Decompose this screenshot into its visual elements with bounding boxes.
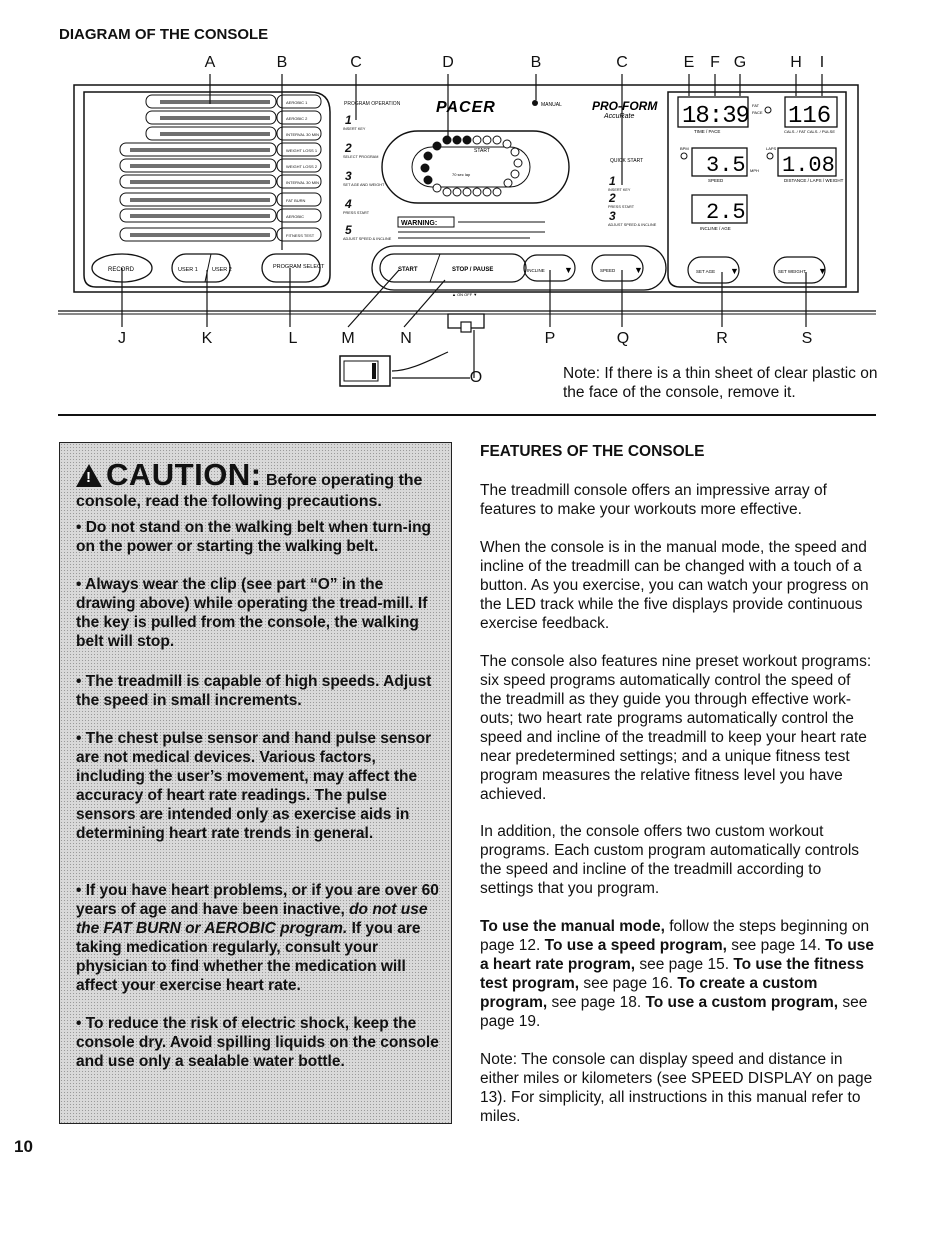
track-lap-label: 70 sec lap: [452, 172, 471, 177]
label-a: A: [204, 54, 216, 71]
start-track-label: START: [474, 148, 490, 154]
pacer-logo: PACER: [436, 99, 496, 116]
section-divider: [58, 414, 876, 416]
time-display: 18:39: [682, 103, 750, 130]
label-g: G: [733, 54, 747, 71]
svg-text:PRESS START: PRESS START: [343, 211, 370, 215]
svg-text:SELECT PROGRAM: SELECT PROGRAM: [343, 155, 379, 159]
caution-word: CAUTION:: [106, 457, 262, 492]
svg-text:SPEED: SPEED: [600, 268, 616, 273]
p5-segment-1: follow the steps beginning on page 12.: [480, 918, 870, 954]
label-i: I: [819, 54, 825, 71]
label-r: R: [716, 330, 728, 347]
svg-text:INCLINE: INCLINE: [527, 268, 545, 273]
label-b: B: [276, 54, 288, 71]
proform-logo: PRO-FORM: [592, 99, 658, 113]
label-f: F: [710, 54, 720, 71]
features-paragraph-6: Note: The console can display speed and distance in either miles or kilometers (see SPEED DISPLAY on page 13). For simplicity, all instructions in this manual refer to miles.: [480, 1051, 873, 1125]
features-paragraph-3: The console also features nine preset workout programs: six speed programs automatically control the speed of the treadmill as they guide you through effective work-outs; two heart rate programs automatically control the speed and incline of the treadmill to keep your heart rate near predetermined settings; and a unique fitness test program measures the relative fitness level you have achieved.: [480, 653, 872, 803]
svg-text:PRESS START: PRESS START: [608, 205, 635, 209]
svg-text:3: 3: [345, 169, 352, 183]
caution-lead: Before operating the: [261, 472, 423, 489]
p5-segment-10: To use a custom program,: [645, 994, 839, 1011]
warning-label: WARNING:: [401, 220, 438, 227]
svg-text:DISTANCE / LAPS / WEIGHT: DISTANCE / LAPS / WEIGHT: [784, 178, 844, 183]
label-h: H: [790, 54, 802, 71]
program-label-5: WEIGHT LOSS 2: [286, 164, 318, 169]
program-label-4: WEIGHT LOSS 1: [286, 148, 318, 153]
svg-text:3: 3: [609, 209, 616, 223]
svg-text:INSERT KEY: INSERT KEY: [608, 188, 631, 192]
svg-text:SPEED: SPEED: [708, 178, 724, 183]
weight-down-icon: ▼: [818, 266, 827, 276]
user1-label: USER 1: [178, 267, 198, 273]
label-c: C: [350, 54, 362, 71]
quick-start-label: QUICK START: [610, 158, 644, 164]
caution-item-1: • Do not stand on the walking belt when turn-ing on the power or starting the walking belt.: [76, 519, 432, 555]
features-paragraph-2: When the console is in the manual mode, the speed and incline of the treadmill can be changed with a touch of a button. As you exercise, you can watch your progress on the LED track while the five displays provide continuous exercise feedback.: [480, 539, 869, 632]
svg-text:2: 2: [345, 141, 352, 155]
p5-segment-3: see page 14.: [726, 937, 826, 954]
distance-display: 1.08: [782, 153, 835, 178]
program-label-1: AEROBIC 1: [286, 100, 308, 105]
speed-down-icon: ▼: [634, 265, 643, 275]
label-n: N: [400, 330, 412, 347]
svg-text:LAPS: LAPS: [766, 146, 777, 151]
svg-text:SET AGE AND WEIGHT: SET AGE AND WEIGHT: [343, 183, 385, 187]
caution-lead-2: console, read the following precautions.: [76, 493, 382, 510]
caution-item-2: • Always wear the clip (see part “O” in the drawing above) while operating the tread-mill. If the key is pulled from the console, the walking belt will stop.: [76, 576, 428, 650]
label-k: K: [201, 330, 213, 347]
svg-text:MPH: MPH: [750, 168, 759, 173]
features-title: FEATURES OF THE CONSOLE: [480, 443, 705, 460]
p5-segment-2: To use a speed program,: [544, 937, 727, 954]
caution-item-5: • If you have heart problems, or if you are over 60 years of age and have been inactive, do not use the FAT BURN or AEROBIC program. If you are taking medication regularly, consult your physician to find whether the medication will affect your exercise heart rate.: [76, 882, 439, 994]
p5-segment-9: see page 18.: [547, 994, 646, 1011]
program-label-9: FITNESS TEST: [286, 233, 315, 238]
p5-segment-11: see page 19.: [480, 994, 868, 1030]
accurate-logo: AccuRate: [604, 113, 635, 120]
svg-text:5: 5: [345, 223, 352, 237]
p5-segment-4: To use a heart rate program,: [480, 937, 875, 973]
svg-text:INCLINE / AGE: INCLINE / AGE: [700, 226, 731, 231]
program-select-label: PROGRAM SELECT: [273, 264, 325, 270]
p5-segment-5: see page 15.: [635, 956, 734, 973]
svg-text:SET AGE: SET AGE: [696, 269, 716, 274]
diagram-title: DIAGRAM OF THE CONSOLE: [59, 26, 269, 43]
program-label-3: INTERVAL 30 MIN: [286, 132, 320, 137]
caution-heading: [76, 457, 441, 511]
cals-display: 116: [788, 103, 832, 130]
svg-text:1: 1: [345, 113, 352, 127]
caution-item-6: • To reduce the risk of electric shock, keep the console dry. Avoid spilling liquids on the console and use only a sealable water bottle.: [76, 1015, 439, 1070]
svg-text:FAT: FAT: [752, 103, 760, 108]
features-paragraph-4: In addition, the console offers two custom workout programs. Each custom program automatically controls the speed and incline of the treadmill according to settings that you program.: [480, 823, 860, 897]
label-c2: C: [616, 54, 628, 71]
label-d: D: [442, 54, 454, 71]
label-l: L: [288, 330, 298, 347]
caution-item-3: • The treadmill is capable of high speeds. Adjust the speed in small increments.: [76, 673, 432, 709]
label-j: J: [118, 330, 126, 347]
svg-text:SET WEIGHT: SET WEIGHT: [778, 269, 806, 274]
features-paragraph-5: [480, 917, 875, 1031]
svg-text:ADJUST SPEED & INCLINE: ADJUST SPEED & INCLINE: [343, 237, 392, 241]
program-label-6: INTERVAL 30 MIN: [286, 180, 320, 185]
svg-text:2: 2: [609, 191, 616, 205]
plastic-note: Note: If there is a thin sheet of clear plastic on the face of the console, remove it.: [563, 365, 878, 401]
incline-down-icon: ▼: [564, 265, 573, 275]
caution-item-4: • The chest pulse sensor and hand pulse sensor are not medical devices. Various factors, including the user’s movement, may affect the accuracy of heart rate readings. The pulse sensors are intended only as exercise aids in determining heart rate trends in general.: [76, 730, 432, 842]
svg-text:PACE: PACE: [752, 110, 763, 115]
page-number: 10: [14, 1137, 33, 1156]
incline-display: 2.5: [706, 200, 746, 225]
p5-segment-7: see page 16.: [579, 975, 678, 992]
label-m: M: [341, 330, 355, 347]
program-label-2: AEROBIC 2: [286, 116, 308, 121]
warning-icon: [76, 464, 102, 487]
svg-text:TIME / PACE: TIME / PACE: [694, 129, 721, 134]
speed-display: 3.5: [706, 153, 746, 178]
user2-label: USER 2: [212, 267, 232, 273]
program-label-8: AEROBIC: [286, 214, 305, 219]
manual-label: MANUAL: [541, 102, 562, 108]
svg-text:1: 1: [609, 174, 616, 188]
start-button[interactable]: START: [398, 267, 418, 273]
on-off-label: ▲ ON OFF ▼: [452, 292, 478, 297]
label-p: P: [544, 330, 556, 347]
age-down-icon: ▼: [730, 266, 739, 276]
label-e: E: [683, 54, 695, 71]
features-paragraph-1: The treadmill console offers an impressive array of features to make your workouts more effective.: [480, 482, 827, 518]
label-o: O: [469, 369, 483, 386]
svg-text:BPM: BPM: [680, 146, 689, 151]
stop-pause-button[interactable]: STOP / PAUSE: [452, 267, 494, 273]
program-label-7: FAT BURN: [286, 198, 306, 203]
label-q: Q: [616, 330, 630, 347]
svg-text:ADJUST SPEED & INCLINE: ADJUST SPEED & INCLINE: [608, 223, 657, 227]
svg-text:CALS. / FAT CALS. / PULSE: CALS. / FAT CALS. / PULSE: [784, 129, 835, 134]
program-operation-label: PROGRAM OPERATION: [344, 101, 401, 107]
caution-box: [59, 442, 452, 1124]
label-s: S: [801, 330, 813, 347]
svg-text:INSERT KEY: INSERT KEY: [343, 127, 366, 131]
p5-segment-0: To use the manual mode,: [480, 918, 665, 935]
label-b2: B: [530, 54, 542, 71]
p5-segment-6: To use the fitness test program,: [480, 956, 864, 992]
p5-segment-8: To create a custom program,: [480, 975, 818, 1011]
record-label: RECORD: [108, 267, 135, 273]
console-diagram: [0, 0, 950, 420]
svg-text:4: 4: [345, 197, 352, 211]
